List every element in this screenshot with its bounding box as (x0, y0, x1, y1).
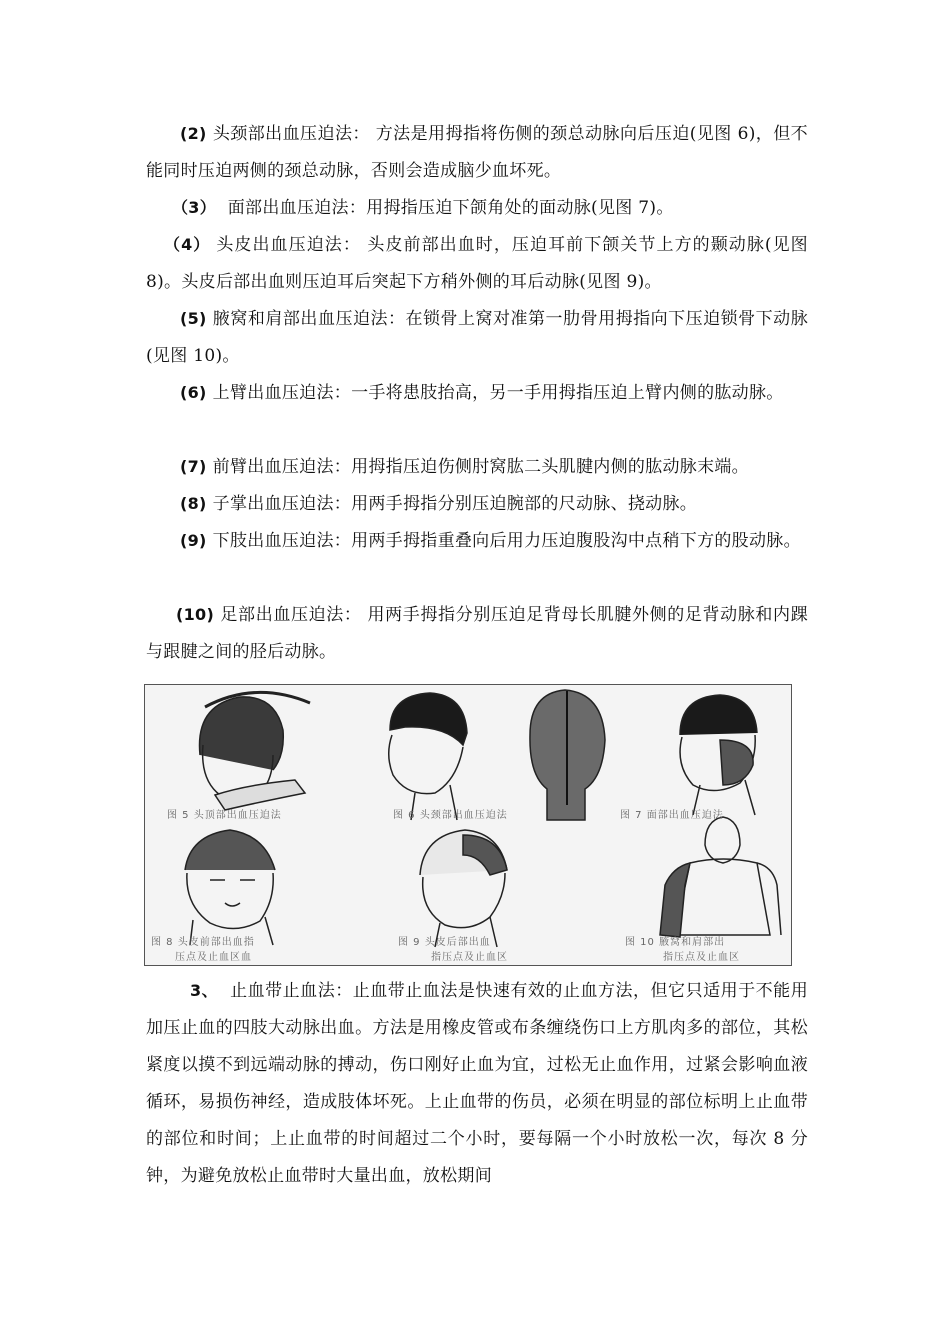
figure-caption: 图 10 腋窝和肩部出 (625, 937, 726, 948)
fig6-illustration (389, 693, 467, 820)
paragraph-6 (146, 374, 808, 412)
paragraph-text: 子掌出血压迫法：用两手拇指分别压迫腕部的尺动脉、挠动脉。 (212, 494, 698, 514)
paragraph-text: 前臂出血压迫法：用拇指压迫伤侧肘窝肱二头肌腱内侧的肱动脉末端。 (212, 457, 749, 477)
figure-caption: 指压点及止血区 (431, 952, 508, 963)
section-3-paragraph (146, 972, 808, 1195)
item-number: (5) (180, 309, 207, 328)
figure-caption: 图 6 头颈部出血压迫法 (393, 810, 508, 821)
pressure-points-figure (144, 684, 792, 966)
fig5-illustration (200, 692, 311, 810)
paragraph-text: 头皮出血压迫法： 头皮前部出血时，压迫耳前下颌关节上方的颞动脉(见图 8)。头皮后部出血则压迫耳后突起下方稍外侧的耳后动脉(见图 9)。 (146, 235, 808, 292)
item-number: (7) (180, 457, 207, 476)
paragraph-text: 上臂出血压迫法：一手将患肢抬高，另一手用拇指压迫上臂内侧的肱动脉。 (212, 383, 784, 403)
fig7a-illustration (530, 690, 605, 820)
paragraph-4 (146, 226, 808, 301)
item-number: (6) (180, 383, 207, 402)
section-number: 3、 (190, 981, 219, 1000)
item-number: (9) (180, 531, 207, 550)
fig8-illustration (185, 830, 275, 945)
paragraph-8 (146, 485, 808, 523)
figure-caption: 图 8 头皮前部出血指 (151, 937, 255, 948)
paragraph-text: 头颈部出血压迫法： 方法是用拇指将伤侧的颈总动脉向后压迫(见图 6)，但不能同时压迫两侧的颈总动脉，否则会造成脑少血坏死。 (146, 124, 808, 181)
figure-caption: 图 7 面部出血压迫法 (620, 810, 724, 821)
paragraph-10 (146, 596, 808, 671)
fig9-illustration (420, 830, 507, 947)
paragraph-7 (146, 448, 808, 486)
paragraph-2 (146, 115, 808, 190)
figure-caption: 图 5 头顶部出血压迫法 (167, 810, 282, 821)
paragraph-3 (146, 189, 808, 227)
paragraph-9 (146, 522, 808, 560)
item-number: (8) (180, 494, 207, 513)
figure-caption: 图 9 头皮后部出血 (398, 937, 491, 948)
paragraph-text: 足部出血压迫法： 用两手拇指分别压迫足背母长肌腱外侧的足背动脉和内踝与跟腱之间的胫后动脉。 (146, 605, 808, 662)
paragraph-text: 面部出血压迫法：用拇指压迫下颌角处的面动脉(见图 7)。 (222, 198, 674, 218)
item-number: (10) (176, 605, 215, 624)
section-text: 止血带止血法：止血带止血法是快速有效的止血方法，但它只适用于不能用加压止血的四肢大动脉出血。方法是用橡皮管或布条缠绕伤口上方肌肉多的部位，其松紧度以摸不到远端动脉的搏动，伤口刚好止血为宜，过松无止血作用，过紧会影响血液循环，易损伤神经，造成肢体坏死。上止血带的伤员，必须在明显的部位标明上止血带的部位和时间；上止血带的时间超过二个小时，要每隔一个小时放松一次，每次 8 分钟，为避免放松止血带时大量出血，放松期间 (146, 981, 808, 1186)
figure-caption: 压点及止血区血 (175, 952, 252, 963)
item-number: （3） (172, 198, 217, 217)
paragraph-5 (146, 300, 808, 375)
figure-illustrations (145, 685, 791, 965)
item-number: （4） (164, 235, 211, 254)
paragraph-text: 下肢出血压迫法：用两手拇指重叠向后用力压迫腹股沟中点稍下方的股动脉。 (212, 531, 801, 551)
paragraph-text: 腋窝和肩部出血压迫法：在锁骨上窝对准第一肋骨用拇指向下压迫锁骨下动脉(见图 10)。 (146, 309, 808, 366)
figure-caption: 指压点及止血区 (663, 952, 740, 963)
fig10-illustration (660, 817, 781, 937)
fig7b-illustration (680, 695, 757, 815)
item-number: (2) (180, 124, 207, 143)
